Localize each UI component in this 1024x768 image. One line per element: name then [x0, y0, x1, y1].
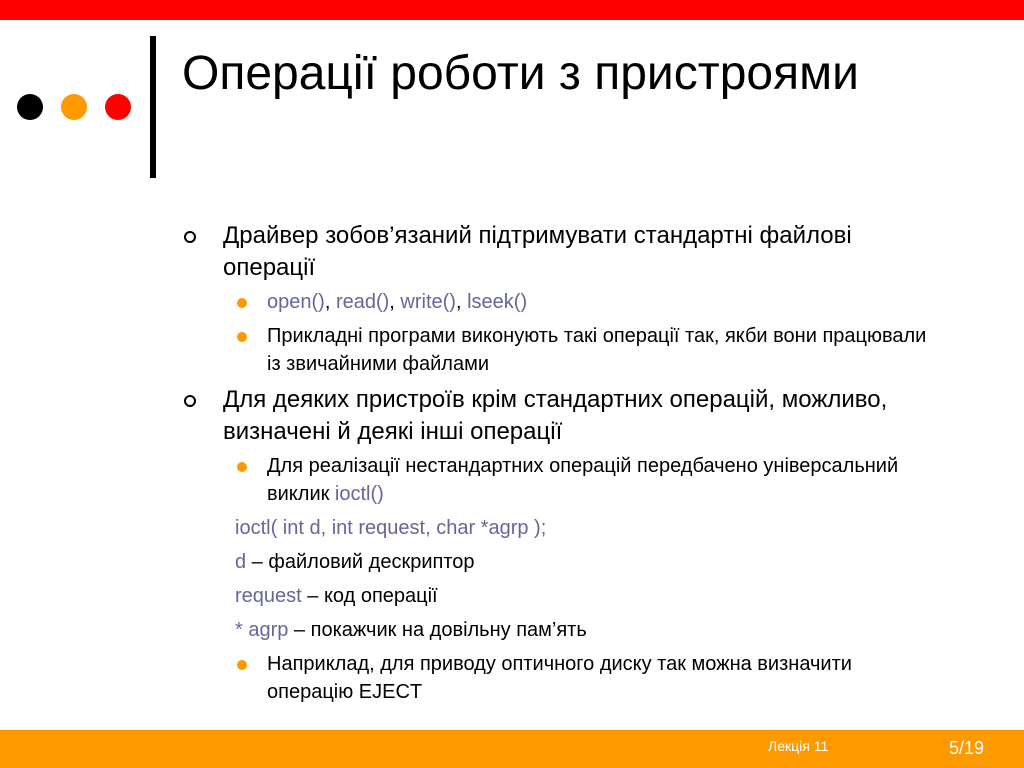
top-bar: [0, 0, 1024, 20]
code-read: read(): [335, 291, 390, 313]
orange-bullet-icon: [237, 332, 247, 342]
param-desc: – код операції: [301, 585, 438, 607]
bullet-apps-as-files: [180, 322, 940, 378]
footer-lecture-label: Лекція 11: [768, 738, 829, 754]
ioctl-signature: ioctl( int d, int request, char *agrp );: [235, 517, 547, 539]
bullet-text: Для реалізації нестандартних операцій передбачено універсальний виклик: [267, 455, 899, 505]
bullet-text: Наприклад, для приводу оптичного диску так можна визначити операцію EJECT: [267, 653, 852, 703]
param-name: d: [235, 551, 247, 573]
param-name: request: [235, 585, 302, 607]
param-desc: – файловий дескриптор: [246, 551, 475, 573]
hollow-bullet-icon: [184, 395, 196, 407]
bullet-text: Драйвер зобов’язаний підтримувати стандартні файлові операції: [223, 222, 852, 281]
code-lseek: lseek(): [467, 291, 528, 313]
param-d: [180, 548, 940, 576]
separator: ,: [389, 291, 401, 313]
black-dot-icon: [17, 94, 43, 120]
footer-bar: [0, 730, 1024, 768]
orange-bullet-icon: [237, 660, 247, 670]
bullet-text: Прикладні програми виконують такі операції так, якби вони працювали із звичайними файлами: [267, 325, 927, 375]
code-ioctl: ioctl(): [334, 483, 384, 505]
param-name: * agrp: [235, 619, 289, 641]
red-dot-icon: [105, 94, 131, 120]
orange-bullet-icon: [237, 298, 247, 308]
orange-dot-icon: [61, 94, 87, 120]
code-write: write(): [400, 291, 456, 313]
param-desc: – покажчик на довільну пам’ять: [288, 619, 587, 641]
slide-content: [180, 220, 940, 712]
title-divider: [150, 36, 156, 178]
separator: ,: [455, 291, 468, 313]
bullet-standard-calls: [180, 288, 940, 316]
bullet-eject-example: [180, 650, 940, 706]
orange-bullet-icon: [237, 462, 247, 472]
slide-title: Операції роботи з пристроями: [182, 47, 859, 100]
bullet-ioctl: [180, 452, 940, 508]
code-open: open(): [267, 291, 325, 313]
separator: ,: [324, 291, 336, 313]
param-request: [180, 582, 940, 610]
bullet-text: Для деяких пристроїв крім стандартних операцій, можливо, визначені й деякі інші операції: [223, 386, 888, 445]
bullet-driver-requirements: [180, 220, 940, 284]
param-agrp: [180, 616, 940, 644]
bullet-extra-operations: [180, 384, 940, 448]
hollow-bullet-icon: [184, 231, 196, 243]
page-number: 5/19: [948, 738, 984, 758]
